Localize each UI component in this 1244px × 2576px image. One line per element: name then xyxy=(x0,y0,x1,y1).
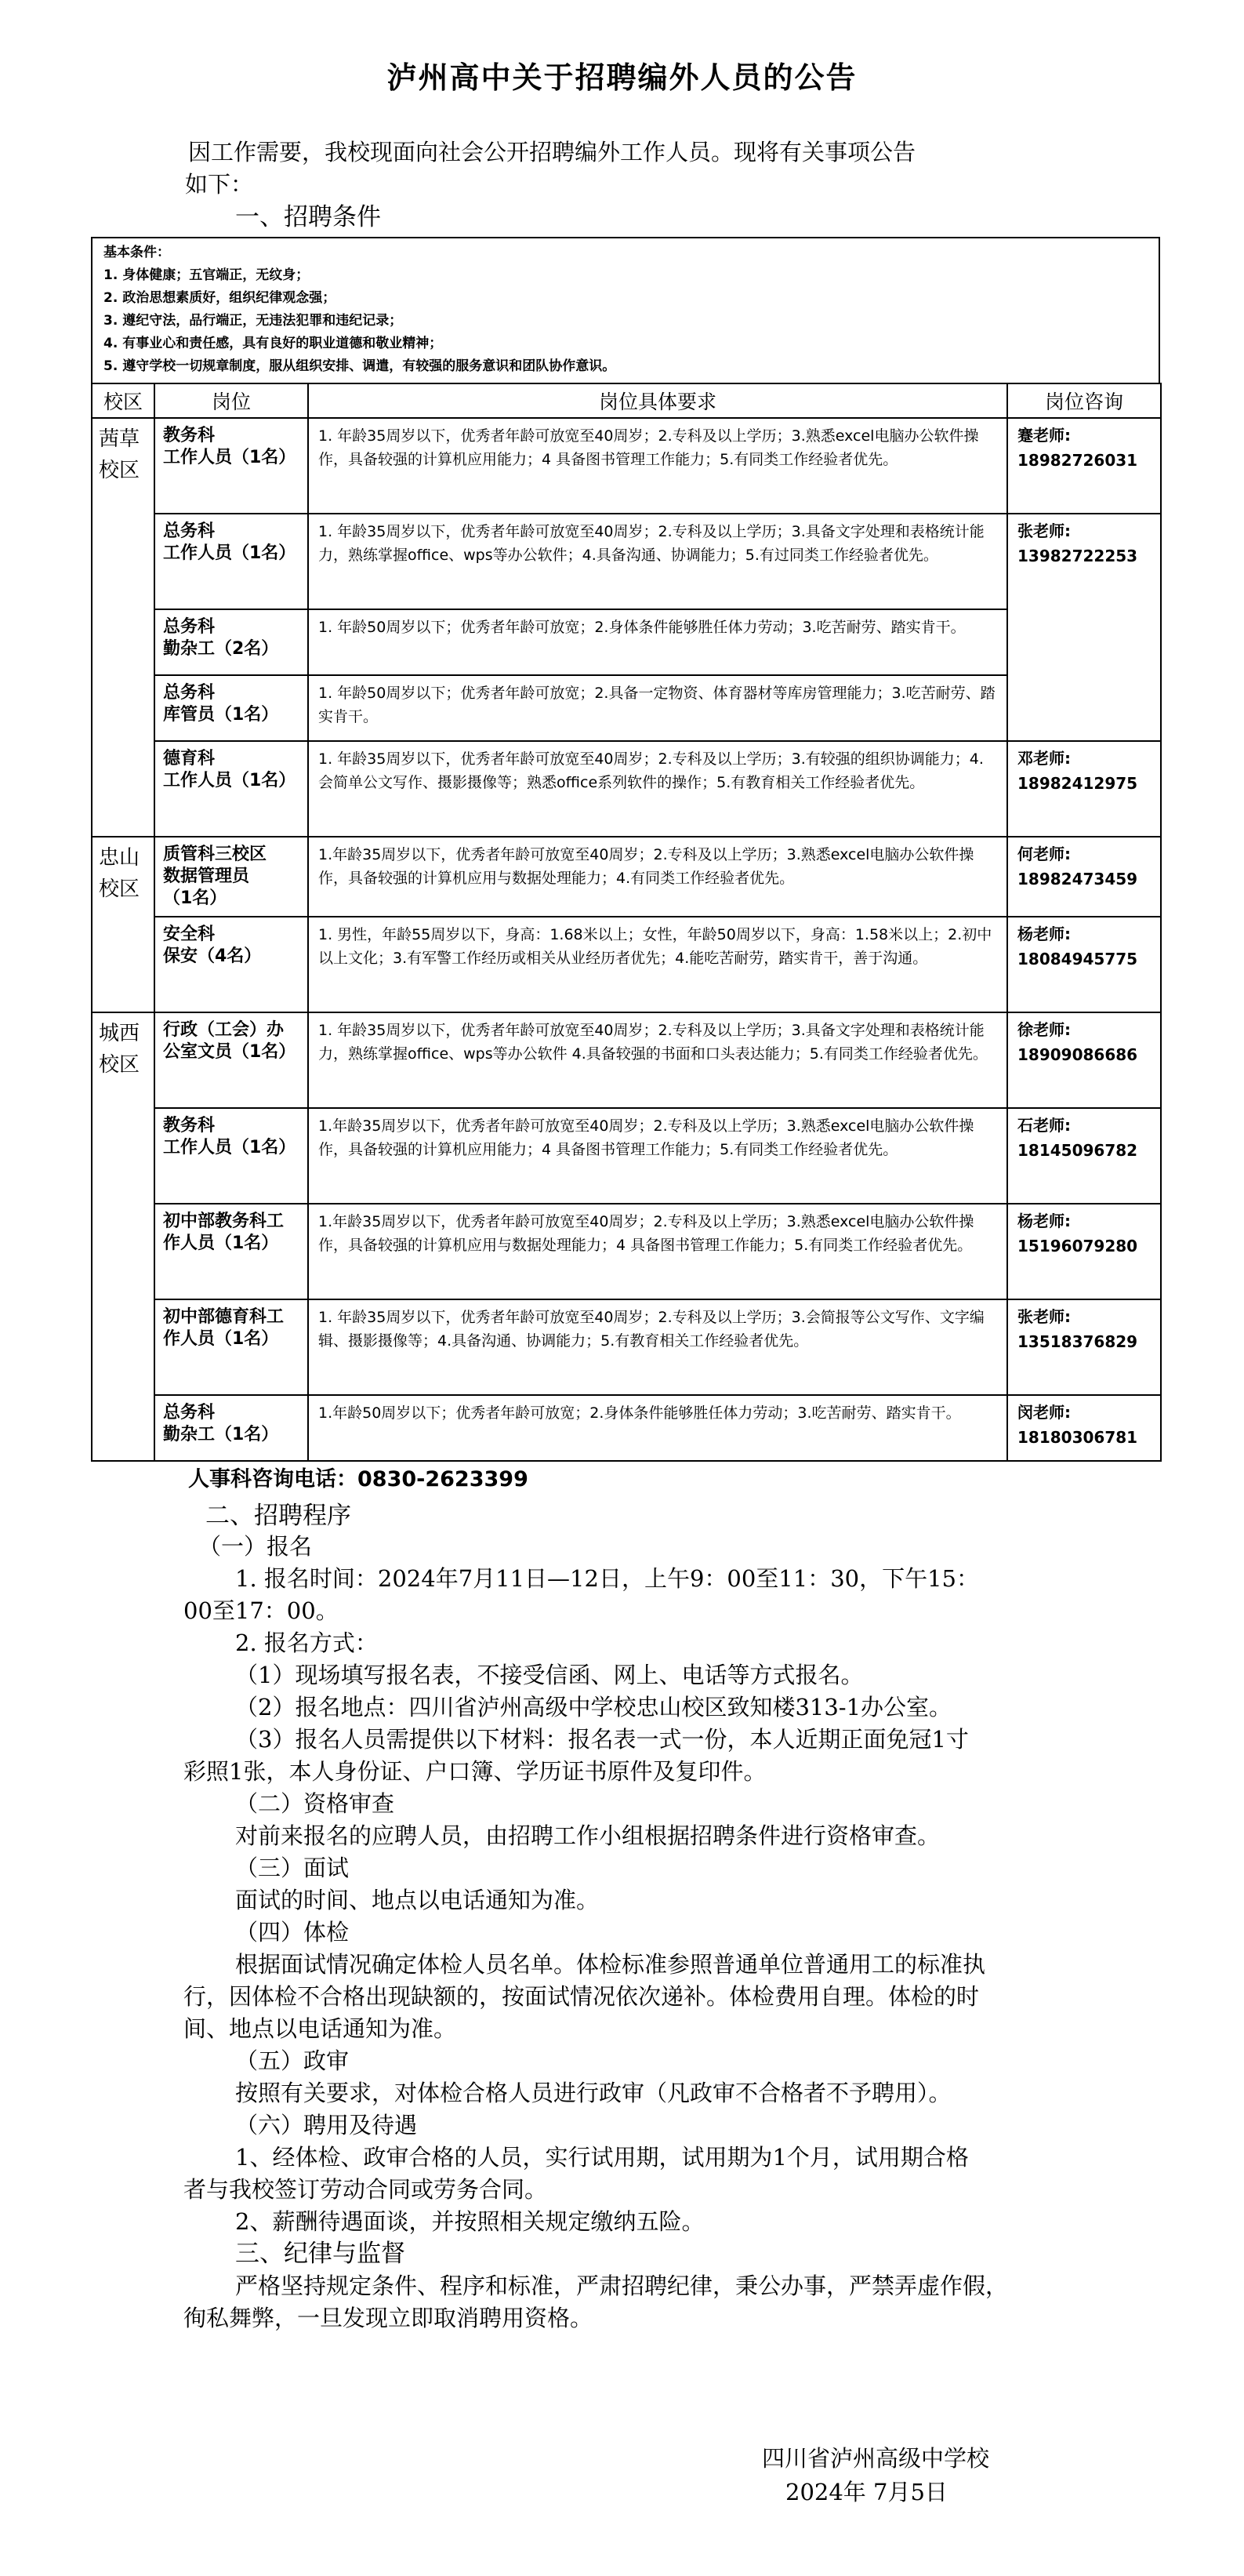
table-row xyxy=(92,514,1161,609)
intro-line-1: 因工作需要，我校现面向社会公开招聘编外工作人员。现将有关事项公告 xyxy=(188,139,916,165)
requirements-cell: 1. 年龄35周岁以下，优秀者年龄可放宽至40周岁；2.专科及以上学历；3.具备文字处理和表格统计能力，熟练掌握office、wps等办公软件；4.具备沟通、协调能力；5.有过同类工作经验者优先。 xyxy=(308,514,1007,609)
campus-cell: 城西校区 xyxy=(92,1012,154,1461)
s1-p1-line1: 1. 报名时间：2024年7月11日—12日，上午9：00至11：30，下午15： xyxy=(235,1565,980,1592)
position-cell: 总务科 勤杂工（2名） xyxy=(154,609,308,675)
basic-conditions xyxy=(91,237,1160,383)
s3-heading: （三）面试 xyxy=(235,1855,350,1881)
s6-p1-line1: 1、经体检、政审合格的人员，实行试用期，试用期为1个月，试用期合格 xyxy=(235,2144,969,2171)
requirements-cell: 1. 年龄35周岁以下，优秀者年龄可放宽至40周岁；2.专科及以上学历；3.有较强的组织协调能力；4.会简单公文写作、摄影摄像等；熟悉office系列软件的操作；5.有教育相关工作经验者优先。 xyxy=(308,741,1007,837)
table-row xyxy=(92,837,1161,917)
table-header-row xyxy=(92,383,1161,418)
s1-p1-line2: 00至17：00。 xyxy=(183,1597,339,1624)
basic-condition-item: 5. 遵守学校一切规章制度，服从组织安排、调遣，有较强的服务意识和团队协作意识。 xyxy=(103,358,616,374)
position-cell: 总务科 库管员（1名） xyxy=(154,675,308,741)
signature-org: 四川省泸州高级中学校 xyxy=(762,2445,990,2472)
requirements-cell: 1.年龄35周岁以下，优秀者年龄可放宽至40周岁；2.专科及以上学历；3.熟悉excel电脑办公软件操作，具备较强的计算机应用与数据处理能力；4 具备图书管理工作能力；5.有同类工作经验者优先。 xyxy=(308,1204,1007,1299)
s5-text: 按照有关要求，对体检合格人员进行政审（凡政审不合格者不予聘用）。 xyxy=(235,2080,952,2106)
basic-condition-item: 4. 有事业心和责任感，具有良好的职业道德和敬业精神； xyxy=(103,336,443,351)
s4-heading: （四）体检 xyxy=(235,1919,350,1946)
table-row xyxy=(92,1395,1161,1461)
basic-conditions-label: 基本条件： xyxy=(103,245,170,260)
s1-p2: 2. 报名方式： xyxy=(235,1630,378,1656)
header-position: 岗位 xyxy=(154,383,308,418)
s1-p2-b: （2）报名地点：四川省泸州高级中学校忠山校区致知楼313-1办公室。 xyxy=(235,1694,952,1720)
section2-heading: 二、招聘程序 xyxy=(205,1502,351,1530)
basic-condition-item: 3. 遵纪守法，品行端正，无违法犯罪和违纪记录； xyxy=(103,313,403,329)
hr-phone: 人事科咨询电话：0830-2623399 xyxy=(188,1467,528,1491)
s2-heading: （二）资格审查 xyxy=(235,1790,395,1817)
table-row xyxy=(92,1299,1161,1395)
s6-heading: （六）聘用及待遇 xyxy=(235,2112,418,2138)
contact-cell: 蹇老师: 18982726031 xyxy=(1007,418,1161,514)
requirements-cell: 1. 年龄35周岁以下，优秀者年龄可放宽至40周岁；2.专科及以上学历；3.熟悉excel电脑办公软件操作，具备较强的计算机应用能力；4 具备图书管理工作能力；5.有同类工作经验者优先。 xyxy=(308,418,1007,514)
intro-line-2: 如下： xyxy=(185,171,254,198)
section3-line1: 严格坚持规定条件、程序和标准，严肃招聘纪律，秉公办事，严禁弄虚作假， xyxy=(235,2273,1009,2299)
requirements-cell: 1.年龄35周岁以下，优秀者年龄可放宽至40周岁；2.专科及以上学历；3.熟悉excel电脑办公软件操作，具备较强的计算机应用与数据处理能力；4.有同类工作经验者优先。 xyxy=(308,837,1007,917)
page-title: 泸州高中关于招聘编外人员的公告 xyxy=(386,60,858,95)
position-cell: 教务科 工作人员（1名） xyxy=(154,1108,308,1204)
section3-heading: 三、纪律与监督 xyxy=(235,2240,405,2268)
contact-cell: 石老师: 18145096782 xyxy=(1007,1108,1161,1204)
s4-line2: 行，因体检不合格出现缺额的，按面试情况依次递补。体检费用自理。体检的时 xyxy=(183,1983,980,2010)
contact-cell: 张老师: 13982722253 xyxy=(1007,514,1161,741)
header-requirements: 岗位具体要求 xyxy=(308,383,1007,418)
s6-p2: 2、薪酬待遇面谈，并按照相关规定缴纳五险。 xyxy=(235,2208,705,2235)
requirements-cell: 1. 年龄35周岁以下，优秀者年龄可放宽至40周岁；2.专科及以上学历；3.会简报等公文写作、文字编辑、摄影摄像等；4.具备沟通、协调能力；5.有教育相关工作经验者优先。 xyxy=(308,1299,1007,1395)
requirements-cell: 1. 年龄50周岁以下；优秀者年龄可放宽；2.身体条件能够胜任体力劳动；3.吃苦耐劳、踏实肯干。 xyxy=(308,609,1007,675)
table-row xyxy=(92,609,1161,675)
requirements-cell: 1.年龄35周岁以下，优秀者年龄可放宽至40周岁；2.专科及以上学历；3.熟悉excel电脑办公软件操作，具备较强的计算机应用能力；4 具备图书管理工作能力；5.有同类工作经验者优先。 xyxy=(308,1108,1007,1204)
basic-condition-item: 2. 政治思想素质好，组织纪律观念强； xyxy=(103,290,336,306)
campus-cell: 茜草校区 xyxy=(92,418,154,837)
section3-line2: 徇私舞弊，一旦发现立即取消聘用资格。 xyxy=(183,2305,593,2331)
campus-cell: 忠山校区 xyxy=(92,837,154,1012)
s4-line1: 根据面试情况确定体检人员名单。体检标准参照普通单位普通用工的标准执 xyxy=(235,1951,986,1978)
contact-cell: 邓老师: 18982412975 xyxy=(1007,741,1161,837)
header-contact: 岗位咨询 xyxy=(1007,383,1161,418)
table-row xyxy=(92,418,1161,514)
recruitment-table-wrap xyxy=(91,237,1160,1462)
contact-cell: 徐老师: 18909086686 xyxy=(1007,1012,1161,1108)
section1-heading: 一、招聘条件 xyxy=(235,203,381,231)
table-row xyxy=(92,1108,1161,1204)
s5-heading: （五）政审 xyxy=(235,2047,350,2074)
position-cell: 质管科三校区 数据管理员 （1名） xyxy=(154,837,308,917)
position-cell: 总务科 工作人员（1名） xyxy=(154,514,308,609)
requirements-cell: 1. 年龄35周岁以下，优秀者年龄可放宽至40周岁；2.专科及以上学历；3.具备文字处理和表格统计能力，熟练掌握office、wps等办公软件 4.具备较强的书面和口头表达能力；5.有同类工作经验者优先。 xyxy=(308,1012,1007,1108)
table-row xyxy=(92,1204,1161,1299)
s2-text: 对前来报名的应聘人员，由招聘工作小组根据招聘条件进行资格审查。 xyxy=(235,1822,941,1849)
s1-p2-c-line2: 彩照1张，本人身份证、户口簿、学历证书原件及复印件。 xyxy=(183,1758,767,1785)
table-row xyxy=(92,741,1161,837)
s1-p2-c-line1: （3）报名人员需提供以下材料：报名表一式一份，本人近期正面免冠1寸 xyxy=(235,1726,969,1753)
contact-cell: 杨老师: 18084945775 xyxy=(1007,917,1161,1012)
contact-cell: 杨老师: 15196079280 xyxy=(1007,1204,1161,1299)
basic-condition-item: 1. 身体健康；五官端正，无纹身； xyxy=(103,267,310,283)
position-cell: 总务科 勤杂工（1名） xyxy=(154,1395,308,1461)
requirements-cell: 1.年龄50周岁以下；优秀者年龄可放宽；2.身体条件能够胜任体力劳动；3.吃苦耐劳、踏实肯干。 xyxy=(308,1395,1007,1461)
requirements-cell: 1. 男性，年龄55周岁以下，身高：1.68米以上；女性，年龄50周岁以下，身高：1.58米以上；2.初中以上文化；3.有军警工作经历或相关从业经历者优先；4.能吃苦耐劳，踏实肯干，善于沟通。 xyxy=(308,917,1007,1012)
s1-heading: （一）报名 xyxy=(198,1533,313,1560)
table-row xyxy=(92,1012,1161,1108)
recruitment-table xyxy=(91,383,1162,1462)
s6-p1-line2: 者与我校签订劳动合同或劳务合同。 xyxy=(183,2176,548,2203)
position-cell: 初中部教务科工 作人员（1名） xyxy=(154,1204,308,1299)
contact-cell: 何老师: 18982473459 xyxy=(1007,837,1161,917)
s4-line3: 间、地点以电话通知为准。 xyxy=(183,2015,457,2042)
contact-cell: 闵老师: 18180306781 xyxy=(1007,1395,1161,1461)
s1-p2-a: （1）现场填写报名表，不接受信函、网上、电话等方式报名。 xyxy=(235,1662,864,1688)
position-cell: 行政（工会）办 公室文员（1名） xyxy=(154,1012,308,1108)
requirements-cell: 1. 年龄50周岁以下；优秀者年龄可放宽；2.具备一定物资、体育器材等库房管理能力；3.吃苦耐劳、踏实肯干。 xyxy=(308,675,1007,741)
s3-text: 面试的时间、地点以电话通知为准。 xyxy=(235,1887,600,1913)
table-body xyxy=(92,418,1161,1461)
table-row xyxy=(92,675,1161,741)
position-cell: 初中部德育科工 作人员（1名） xyxy=(154,1299,308,1395)
position-cell: 安全科 保安（4名） xyxy=(154,917,308,1012)
contact-cell: 张老师: 13518376829 xyxy=(1007,1299,1161,1395)
signature-date: 2024年 7月5日 xyxy=(785,2479,948,2505)
position-cell: 德育科 工作人员（1名） xyxy=(154,741,308,837)
table-row xyxy=(92,917,1161,1012)
position-cell: 教务科 工作人员（1名） xyxy=(154,418,308,514)
header-campus: 校区 xyxy=(92,383,154,418)
